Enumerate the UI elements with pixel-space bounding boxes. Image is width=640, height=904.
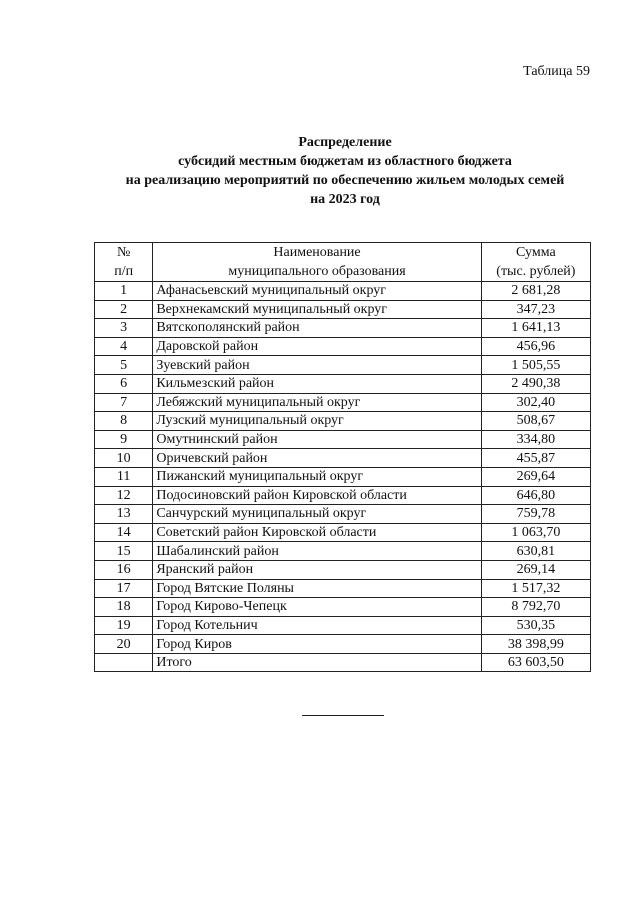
table-row [95,560,591,579]
row-number-cell: 9 [95,430,153,449]
table-body [95,282,591,672]
municipality-name-cell: Пижанский муниципальный округ [153,467,481,486]
municipality-name-cell: Город Вятские Поляны [153,579,481,598]
row-number-cell: 14 [95,523,153,542]
amount-cell: 456,96 [481,337,590,356]
row-number-cell: 12 [95,486,153,505]
municipality-name-cell: Кильмезский район [153,374,481,393]
table-row [95,523,591,542]
table-header-row [95,243,591,282]
subsidy-distribution-table [94,242,591,672]
row-number-cell: 4 [95,337,153,356]
table-row [95,430,591,449]
amount-cell: 269,14 [481,560,590,579]
row-number-cell: 10 [95,449,153,468]
row-number-cell: 5 [95,356,153,375]
municipality-name-cell: Лебяжский муниципальный округ [153,393,481,412]
amount-cell: 347,23 [481,300,590,319]
municipality-name-cell: Город Котельнич [153,616,481,635]
row-number-cell: 18 [95,598,153,617]
column-header-sum: Сумма (тыс. рублей) [481,243,590,282]
amount-cell: 2 681,28 [481,282,590,301]
row-number-cell [95,653,153,672]
municipality-name-cell: Афанасьевский муниципальный округ [153,282,481,301]
row-number-cell: 17 [95,579,153,598]
table-row [95,393,591,412]
amount-cell: 38 398,99 [481,635,590,654]
title-line-4: на 2023 год [310,192,380,207]
table-row [95,635,591,654]
municipality-name-cell: Оричевский район [153,449,481,468]
amount-cell: 8 792,70 [481,598,590,617]
amount-cell: 1 505,55 [481,356,590,375]
row-number-cell: 19 [95,616,153,635]
table-row [95,449,591,468]
municipality-name-cell: Лузский муниципальный округ [153,412,481,431]
table-row [95,337,591,356]
document-title [0,133,640,209]
closing-rule [302,715,384,716]
amount-cell: 63 603,50 [481,653,590,672]
row-number-cell: 13 [95,505,153,524]
title-line-3: на реализацию мероприятий по обеспечению жильем молодых семей [125,173,565,188]
amount-cell: 269,64 [481,467,590,486]
municipality-name-cell: Подосиновский район Кировской области [153,486,481,505]
amount-cell: 2 490,38 [481,374,590,393]
row-number-cell: 20 [95,635,153,654]
municipality-name-cell: Верхнекамский муниципальный округ [153,300,481,319]
table-number-label: Таблица 59 [523,64,590,79]
municipality-name-cell: Советский район Кировской области [153,523,481,542]
table-row [95,505,591,524]
municipality-name-cell: Яранский район [153,560,481,579]
row-number-cell: 1 [95,282,153,301]
total-row [95,653,591,672]
table-row [95,467,591,486]
amount-cell: 1 641,13 [481,319,590,338]
row-number-cell: 16 [95,560,153,579]
table-row [95,356,591,375]
table-row [95,300,591,319]
table-row [95,319,591,338]
title-line-2: субсидий местным бюджетам из областного бюджета [178,154,512,169]
amount-cell: 630,81 [481,542,590,561]
municipality-name-cell: Омутнинский район [153,430,481,449]
municipality-name-cell: Город Киров [153,635,481,654]
table-row [95,412,591,431]
amount-cell: 508,67 [481,412,590,431]
amount-cell: 530,35 [481,616,590,635]
row-number-cell: 8 [95,412,153,431]
table-row [95,486,591,505]
amount-cell: 1 517,32 [481,579,590,598]
amount-cell: 646,80 [481,486,590,505]
row-number-cell: 7 [95,393,153,412]
municipality-name-cell: Вятскополянский район [153,319,481,338]
column-header-number: № п/п [95,243,153,282]
row-number-cell: 2 [95,300,153,319]
table-row [95,616,591,635]
row-number-cell: 6 [95,374,153,393]
municipality-name-cell: Зуевский район [153,356,481,375]
municipality-name-cell: Даровской район [153,337,481,356]
municipality-name-cell: Шабалинский район [153,542,481,561]
amount-cell: 302,40 [481,393,590,412]
table-row [95,374,591,393]
amount-cell: 1 063,70 [481,523,590,542]
column-header-name: Наименование муниципального образования [153,243,481,282]
row-number-cell: 11 [95,467,153,486]
title-line-1: Распределение [298,135,392,150]
table-row [95,579,591,598]
row-number-cell: 3 [95,319,153,338]
row-number-cell: 15 [95,542,153,561]
municipality-name-cell: Санчурский муниципальный округ [153,505,481,524]
amount-cell: 334,80 [481,430,590,449]
municipality-name-cell: Город Кирово-Чепецк [153,598,481,617]
amount-cell: 455,87 [481,449,590,468]
amount-cell: 759,78 [481,505,590,524]
table-row [95,598,591,617]
table-row [95,282,591,301]
table-row [95,542,591,561]
municipality-name-cell: Итого [153,653,481,672]
